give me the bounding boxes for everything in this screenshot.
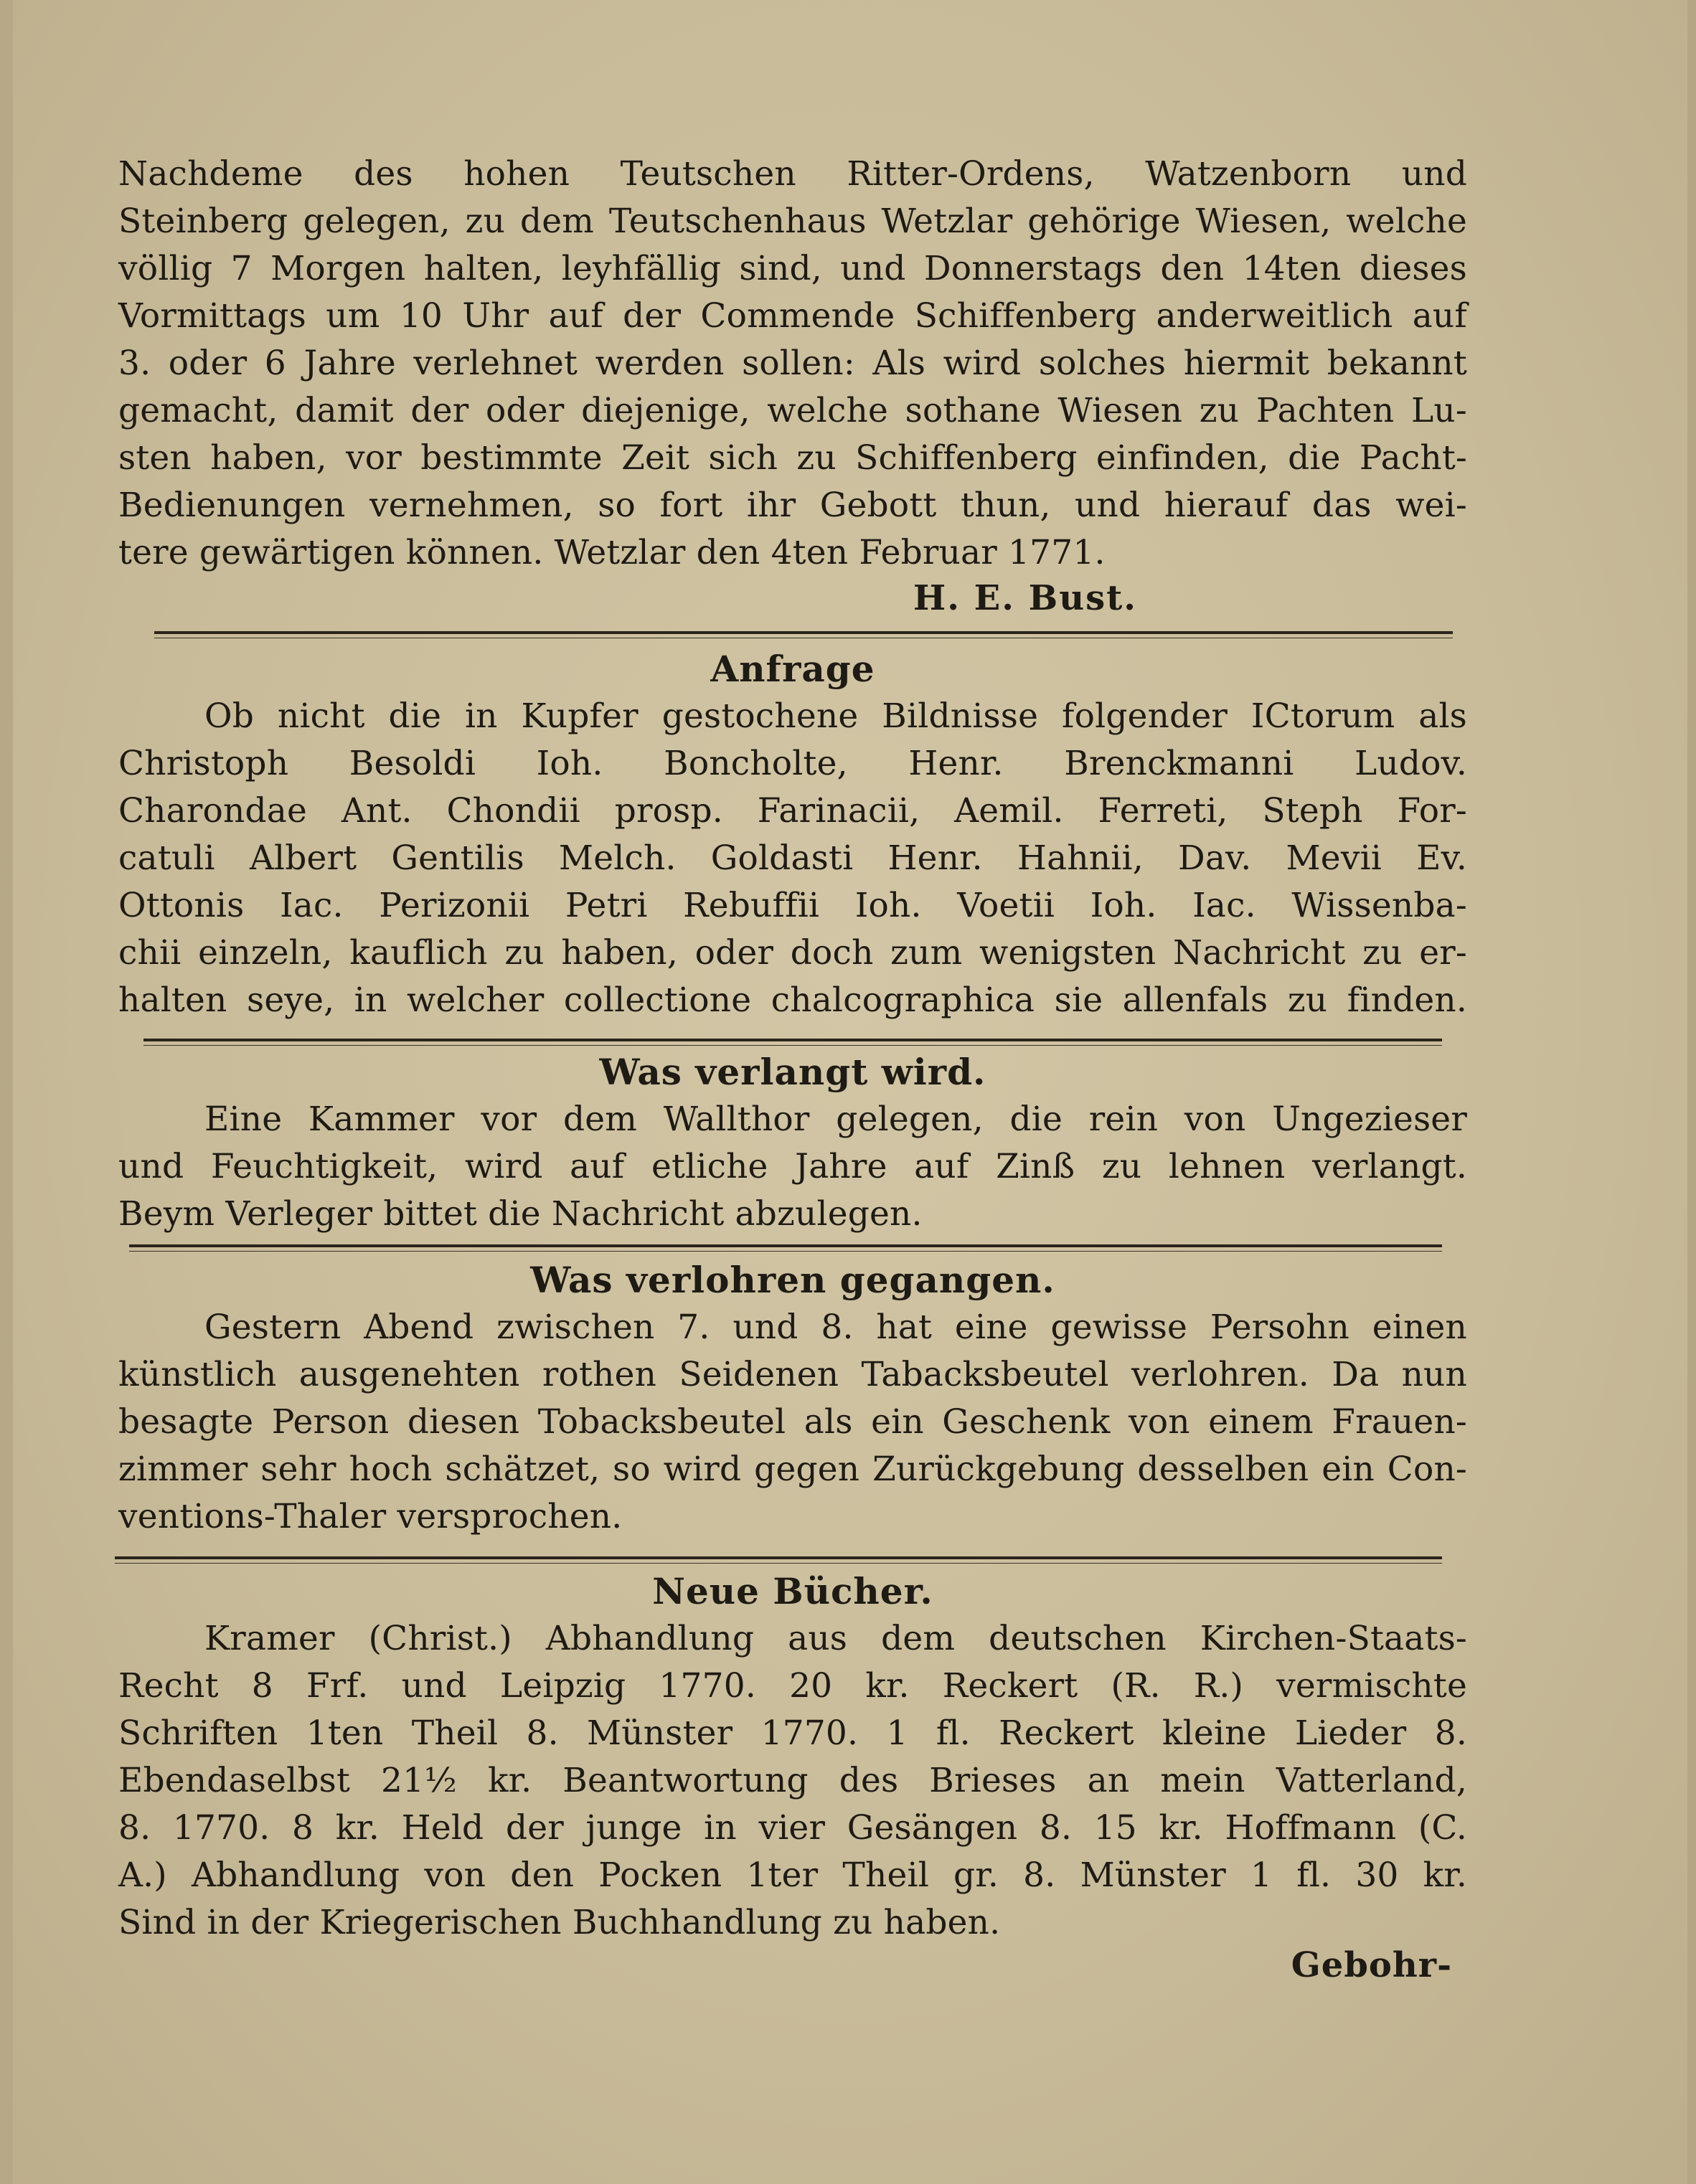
notice-line: tere gewärtigen können. Wetzlar den 4ten Februar 1771. xyxy=(118,533,1106,572)
buecher-heading: Neue Bücher. xyxy=(652,1570,933,1612)
page-edge-left xyxy=(0,0,13,2184)
catchword: Gebohr- xyxy=(1291,1945,1452,1985)
buecher-line: 8. 1770. 8 kr. Held der junge in vier Gesängen 8. 15 kr. Hoffmann (C. xyxy=(118,1808,1467,1848)
buecher-line: Kramer (Christ.) Abhandlung aus dem deutschen Kirchen-Staats- xyxy=(204,1619,1467,1658)
verlangt-line: und Feuchtigkeit, wird auf etliche Jahre auf Zinß zu lehnen verlangt. xyxy=(118,1147,1467,1186)
buecher-line: Sind in der Kriegerischen Buchhandlung zu haben. xyxy=(118,1903,1001,1942)
buecher-section xyxy=(118,1568,1467,1947)
lease-notice xyxy=(118,151,1467,620)
notice-line: Steinberg gelegen, zu dem Teutschenhaus Wetzlar gehörige Wiesen, welche xyxy=(118,202,1467,241)
verlohren-section xyxy=(118,1257,1467,1541)
verlangt-heading: Was verlangt wird. xyxy=(599,1051,986,1093)
verlohren-line: zimmer sehr hoch schätzet, so wird gegen Zurückgebung desselben ein Con- xyxy=(118,1450,1467,1489)
notice-line: 3. oder 6 Jahre verlehnet werden sollen: Als wird solches hiermit bekannt xyxy=(118,344,1467,383)
anfrage-line: halten seye, in welcher collectione chalcographica sie allenfals zu finden. xyxy=(118,980,1467,1020)
notice-line: Nachdeme des hohen Teutschen Ritter-Ordens, Watzenborn und xyxy=(118,154,1467,194)
buecher-line: Ebendaselbst 21½ kr. Beantwortung des Brieses an mein Vatterland, xyxy=(118,1761,1467,1800)
verlohren-heading: Was verlohren gegangen. xyxy=(530,1259,1055,1301)
verlangt-line: Eine Kammer vor dem Wallthor gelegen, die rein von Ungezieser xyxy=(204,1100,1467,1139)
section-divider xyxy=(129,1244,1442,1247)
notice-signature: H. E. Bust. xyxy=(913,578,1137,618)
anfrage-line: Ottonis Iac. Perizonii Petri Rebuffii Ioh. Voetii Ioh. Iac. Wissenba- xyxy=(118,886,1467,925)
anfrage-line: Charondae Ant. Chondii prosp. Farinacii, Aemil. Ferreti, Steph For- xyxy=(118,791,1467,831)
verlohren-line: künstlich ausgenehten rothen Seidenen Tabacksbeutel verlohren. Da nun xyxy=(118,1355,1467,1394)
anfrage-line: catuli Albert Gentilis Melch. Goldasti Henr. Hahnii, Dav. Mevii Ev. xyxy=(118,838,1467,878)
anfrage-line: chii einzeln, kauflich zu haben, oder doch zum wenigsten Nachricht zu er- xyxy=(118,933,1467,973)
section-divider xyxy=(115,1556,1442,1559)
notice-line: völlig 7 Morgen halten, leyhfällig sind, und Donnerstags den 14ten dieses xyxy=(118,249,1467,288)
section-divider xyxy=(143,1039,1442,1041)
buecher-line: Schriften 1ten Theil 8. Münster 1770. 1 fl. Reckert kleine Lieder 8. xyxy=(118,1713,1467,1753)
verlangt-section xyxy=(118,1049,1467,1238)
notice-line: Bedienungen vernehmen, so fort ihr Gebott thun, und hierauf das wei- xyxy=(118,486,1467,525)
section-divider xyxy=(154,631,1453,634)
anfrage-line: Ob nicht die in Kupfer gestochene Bildnisse folgender ICtorum als xyxy=(204,696,1467,736)
anfrage-line: Christoph Besoldi Ioh. Boncholte, Henr. Brenckmanni Ludov. xyxy=(118,744,1467,783)
buecher-line: Recht 8 Frf. und Leipzig 1770. 20 kr. Reckert (R. R.) vermischte xyxy=(118,1666,1467,1706)
buecher-line: A.) Abhandlung von den Pocken 1ter Theil gr. 8. Münster 1 fl. 30 kr. xyxy=(118,1856,1467,1895)
anfrage-heading: Anfrage xyxy=(710,648,875,690)
verlohren-line: ventions-Thaler versprochen. xyxy=(118,1497,623,1536)
verlangt-line: Beym Verleger bittet die Nachricht abzulegen. xyxy=(118,1194,923,1234)
notice-line: sten haben, vor bestimmte Zeit sich zu Schiffenberg einfinden, die Pacht- xyxy=(118,438,1467,478)
page-edge-right xyxy=(1687,0,1696,2184)
anfrage-section xyxy=(118,646,1467,1024)
notice-line: gemacht, damit der oder diejenige, welche sothane Wiesen zu Pachten Lu- xyxy=(118,391,1467,430)
verlohren-line: besagte Person diesen Tobacksbeutel als ein Geschenk von einem Frauen- xyxy=(118,1402,1467,1442)
verlohren-line: Gestern Abend zwischen 7. und 8. hat eine gewisse Persohn einen xyxy=(204,1308,1467,1347)
notice-line: Vormittags um 10 Uhr auf der Commende Schiffenberg anderweitlich auf xyxy=(118,296,1467,336)
